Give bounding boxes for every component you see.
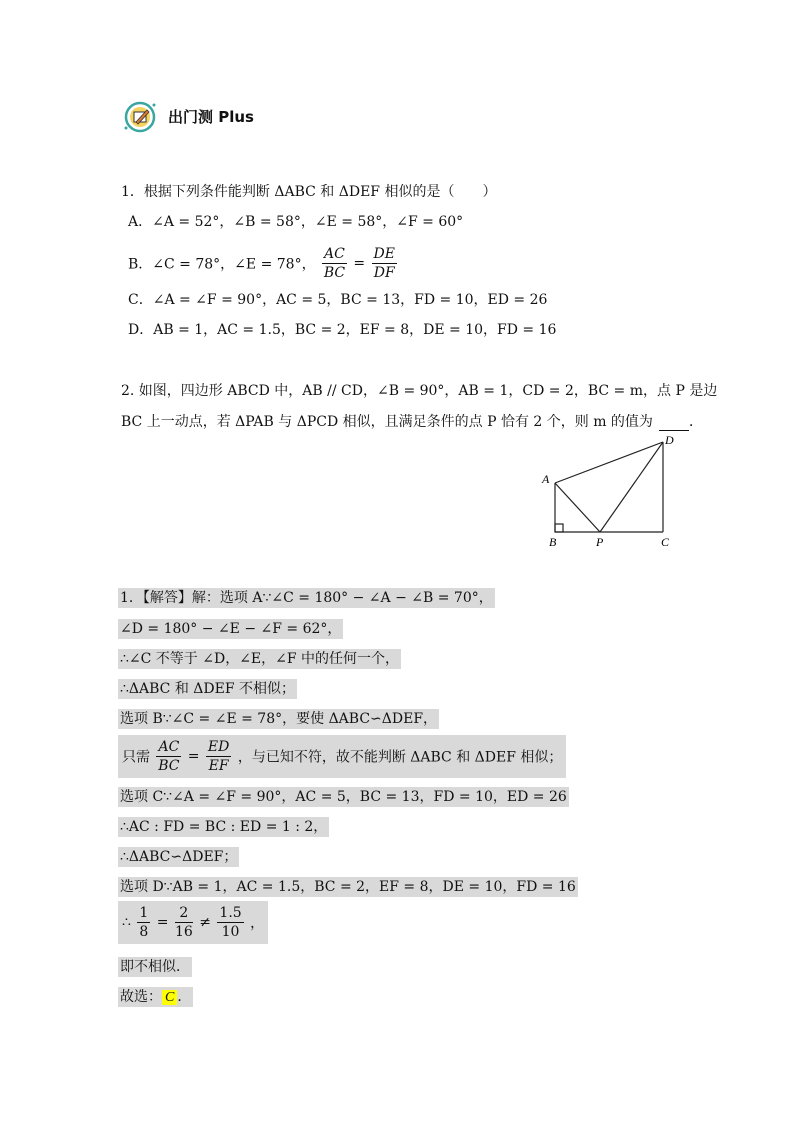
q2-line-1: 2. 如图，四边形 ABCD 中，AB // CD，∠B = 90°，AB = 1，CD = 2，BC = m，点 P 是边 bbox=[121, 383, 718, 399]
solution-line-2: ∠D = 180° − ∠E − ∠F = 62°， bbox=[120, 621, 342, 637]
solution-line-9: ∴ΔABC∽ΔDEF； bbox=[120, 849, 238, 865]
q1-option-d: D．AB = 1，AC = 1.5，BC = 2，EF = 8，DE = 10，FD = 16 bbox=[128, 322, 557, 338]
q2-line-2-text: BC 上一动点，若 ΔPAB 与 ΔPCD 相似，且满足条件的点 P 恰有 2 个，则 m 的值为 bbox=[121, 414, 653, 430]
solution-line-6: 只需 $\frac{AC}{BC}$ = $\frac{ED}{EF}$ ，与已知不符，故不能判断 ΔABC 和 ΔDEF 相似； bbox=[118, 735, 566, 778]
fraction-1.5-10: $\frac{1.5}{10}$ bbox=[219, 905, 242, 940]
solution-line-1: 1．【解答】解：选项 A∵∠C = 180° − ∠A − ∠B = 70°， bbox=[120, 590, 493, 606]
q1-option-c: C．∠A = ∠F = 90°，AC = 5，BC = 13，FD = 10，ED = 26 bbox=[128, 292, 548, 308]
fraction-2-16: $\frac{2}{16}$ bbox=[174, 905, 193, 940]
solution-line-3: ∴∠C 不等于 ∠D，∠E，∠F 中的任何一个， bbox=[120, 651, 400, 667]
q1-option-a: A．∠A = 52°，∠B = 58°，∠E = 58°，∠F = 60° bbox=[128, 214, 464, 230]
solution-fraction-ac-bc: $\frac{AC}{BC}$ bbox=[158, 739, 180, 774]
solution-line-10: 选项 D∵AB = 1，AC = 1.5，BC = 2，EF = 8，DE = 10，FD = 16 bbox=[120, 879, 576, 895]
solution-line-7: 选项 C∵∠A = ∠F = 90°，AC = 5，BC = 13，FD = 10，ED = 26 bbox=[120, 789, 567, 805]
fraction-1-8: $\frac{1}{8}$ bbox=[139, 905, 149, 940]
pencil-badge-icon bbox=[120, 100, 160, 134]
q1-stem: 1．根据下列条件能判断 ΔABC 和 ΔDEF 相似的是（ ） bbox=[121, 184, 497, 200]
q2-line-2: BC 上一动点，若 ΔPAB 与 ΔPCD 相似，且满足条件的点 P 恰有 2 个，则 m 的值为 ． bbox=[121, 414, 703, 430]
quadrilateral-figure bbox=[535, 428, 685, 553]
solution-line-11: ∴ $\frac{1}{8}$ = $\frac{2}{16}$ ≠ $\frac{1.5}{10}$ ， bbox=[118, 901, 268, 944]
q1-option-b-text: B．∠C = 78°，∠E = 78°， bbox=[128, 256, 316, 273]
solution-fraction-ed-ef: $\frac{ED}{EF}$ bbox=[207, 739, 230, 774]
answer-highlight: C bbox=[162, 990, 177, 1005]
vertex-label-b: B bbox=[549, 535, 557, 549]
vertex-label-d: D bbox=[665, 433, 674, 447]
solution-line-13: 故选： C ． bbox=[120, 989, 192, 1005]
solution-line-8: ∴AC : FD = BC : ED = 1 : 2， bbox=[120, 819, 328, 835]
page-title: 出门测 Plus bbox=[168, 108, 254, 126]
q1-option-b-fraction-1: $\frac{AC}{BC}$ bbox=[323, 246, 346, 281]
q1-option-b-fraction-2: $\frac{DE}{DF}$ bbox=[373, 246, 395, 281]
solution-line-12: 即不相似． bbox=[120, 959, 190, 975]
vertex-label-c: C bbox=[661, 535, 670, 549]
solution-line-4: ∴ΔABC 和 ΔDEF 不相似； bbox=[120, 681, 296, 697]
equals-sign: = bbox=[353, 255, 366, 272]
solution-line-5: 选项 B∵∠C = ∠E = 78°，要使 ΔABC∽ΔDEF， bbox=[120, 711, 438, 727]
q1-option-b bbox=[128, 245, 399, 282]
vertex-label-a: A bbox=[542, 472, 550, 486]
vertex-label-p: P bbox=[596, 535, 604, 549]
